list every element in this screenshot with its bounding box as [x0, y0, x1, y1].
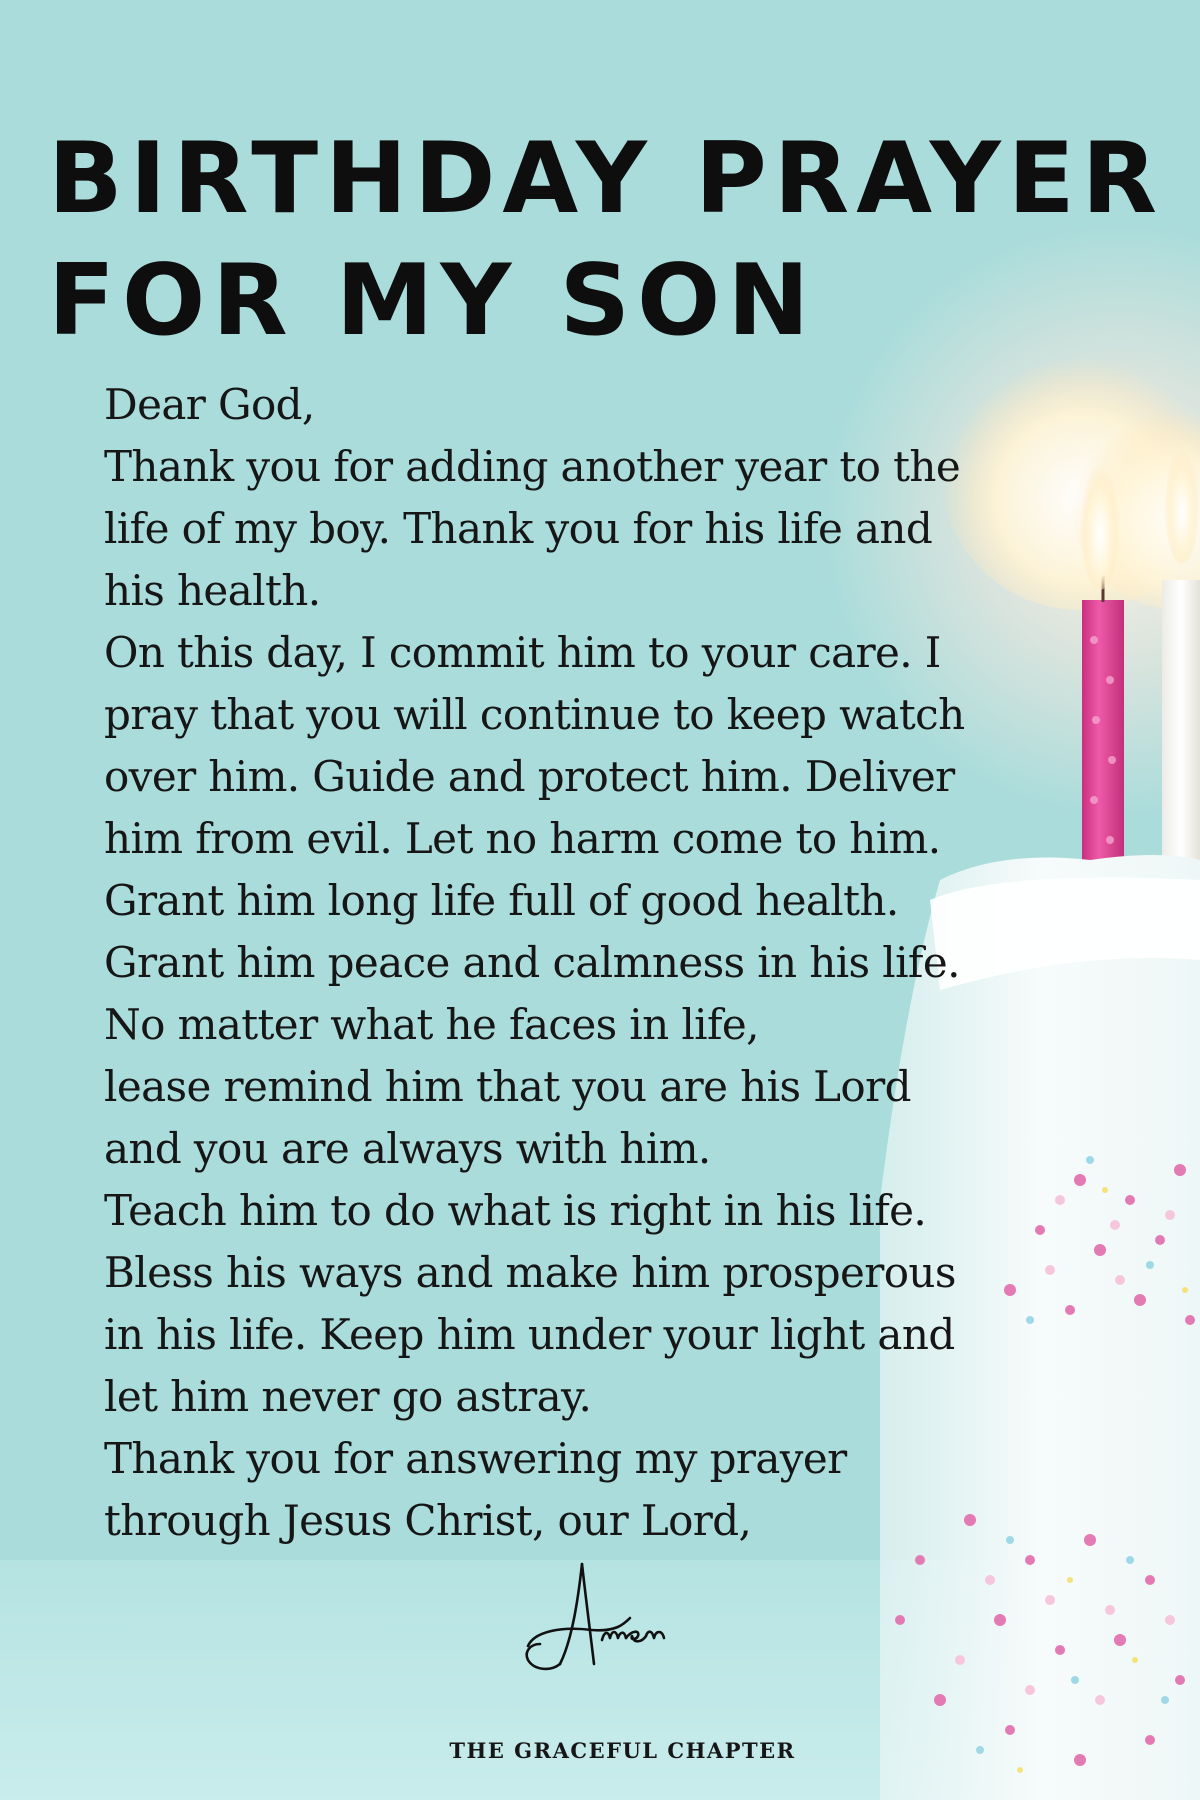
- prayer-line: Bless his ways and make him prosperous: [104, 1248, 956, 1297]
- prayer-line: pray that you will continue to keep watch: [104, 690, 965, 739]
- prayer-line: his health.: [104, 566, 321, 615]
- prayer-line: lease remind him that you are his Lord: [104, 1062, 911, 1111]
- title-line-2: FOR MY SON: [48, 244, 817, 358]
- page-title: [48, 118, 1168, 362]
- prayer-line: No matter what he faces in life,: [104, 1000, 759, 1049]
- prayer-line: Thank you for adding another year to the: [104, 442, 961, 491]
- amen-signature: [520, 1560, 700, 1680]
- prayer-line: Teach him to do what is right in his life.: [104, 1186, 927, 1235]
- prayer-line: On this day, I commit him to your care. I: [104, 628, 941, 677]
- prayer-line: and you are always with him.: [104, 1124, 711, 1173]
- prayer-line: let him never go astray.: [104, 1372, 592, 1421]
- prayer-line: through Jesus Christ, our Lord,: [104, 1496, 752, 1545]
- brand-footer: THE GRACEFUL CHAPTER: [449, 1738, 796, 1763]
- prayer-line: Thank you for answering my prayer: [104, 1434, 847, 1483]
- prayer-line: in his life. Keep him under your light and: [104, 1310, 955, 1359]
- amen-script-mark: [520, 1560, 700, 1680]
- prayer-line: Grant him peace and calmness in his life.: [104, 938, 960, 987]
- prayer-line: Grant him long life full of good health.: [104, 876, 899, 925]
- prayer-line: life of my boy. Thank you for his life and: [104, 504, 933, 553]
- title-line-1: BIRTHDAY PRAYER: [48, 122, 1165, 236]
- prayer-line: over him. Guide and protect him. Deliver: [104, 752, 955, 801]
- prayer-line: him from evil. Let no harm come to him.: [104, 814, 941, 863]
- prayer-text: [104, 374, 1104, 1552]
- prayer-line: Dear God,: [104, 380, 315, 429]
